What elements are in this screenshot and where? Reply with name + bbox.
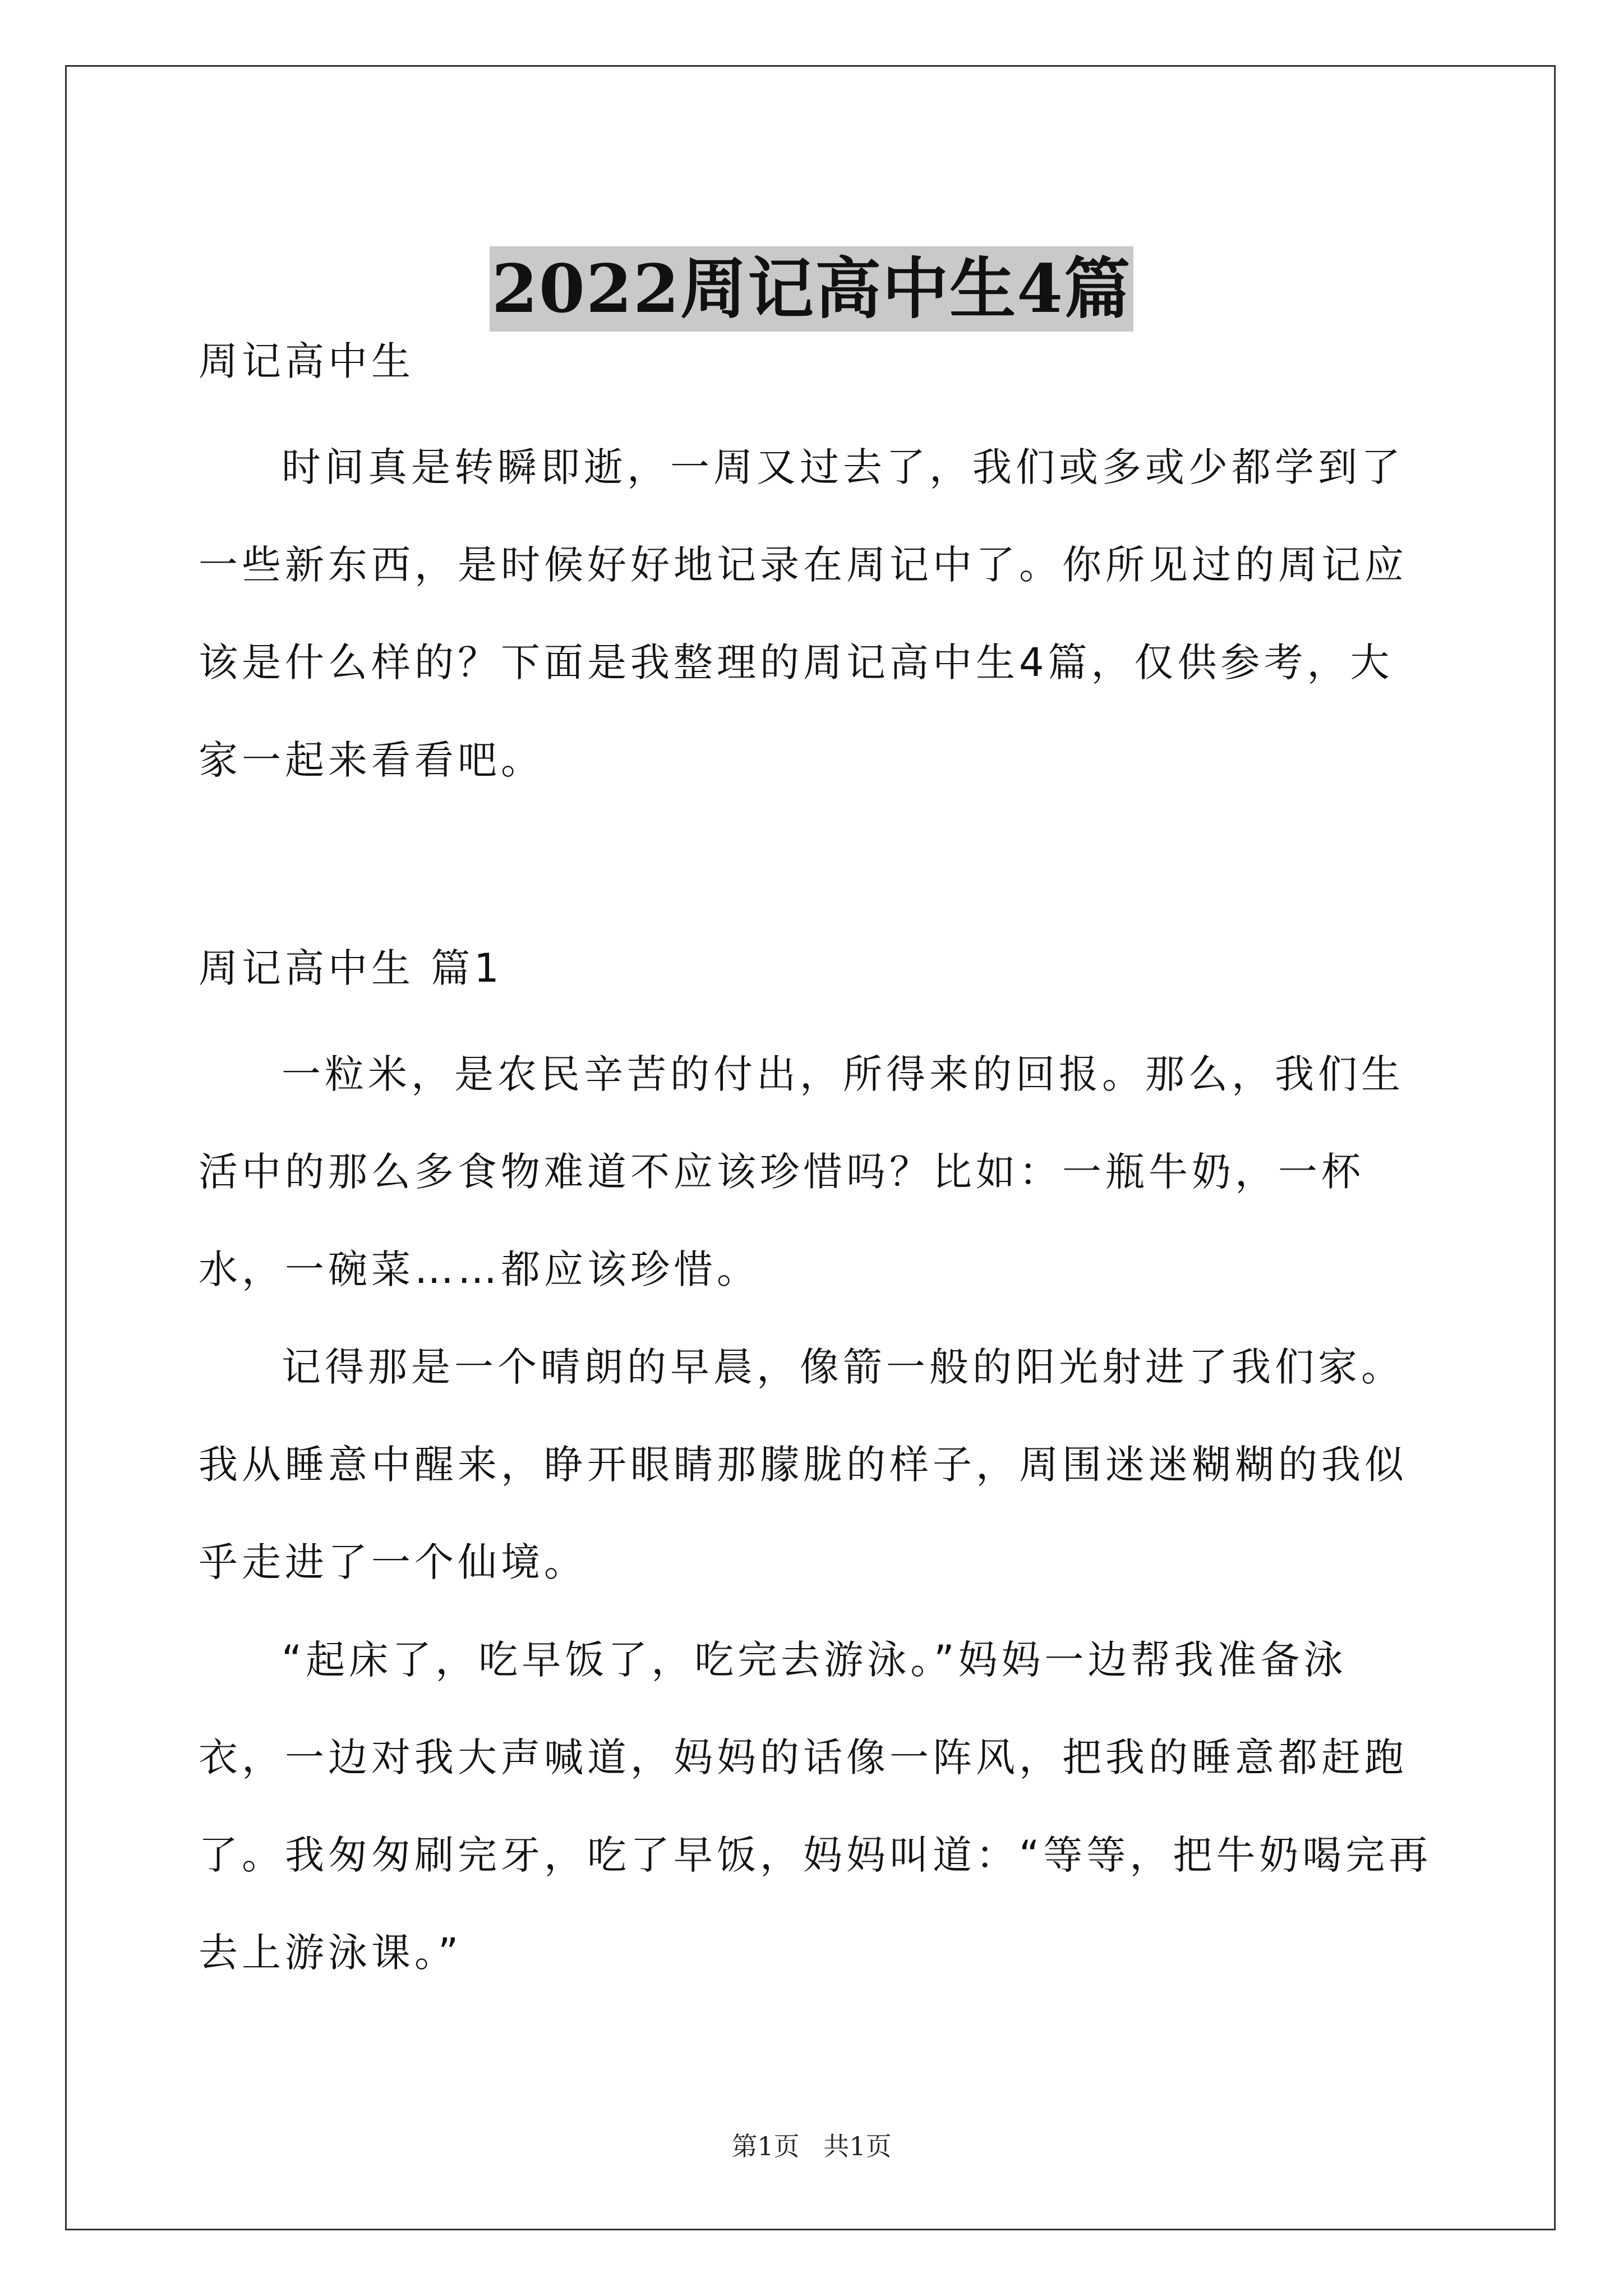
body-paragraph: 记得那是一个晴朗的早晨，像箭一般的阳光射进了我们家。我从睡意中醒来，睁开眼睛那朦胧的样子，周围迷迷糊糊的我似乎走进了一个仙境。: [199, 1344, 1408, 1585]
body-paragraph: “起床了，吃早饭了，吃完去游泳。”妈妈一边帮我准备泳衣，一边对我大声喊道，妈妈的话像一阵风，把我的睡意都赶跑了。我匆匆刷完牙，吃了早饭，妈妈叫道：“等等，把牛奶喝完再去上游泳课。”: [199, 1637, 1432, 1976]
page-number: 第1页: [731, 2131, 800, 2161]
intro-paragraph: 时间真是转瞬即逝，一周又过去了，我们或多或少都学到了一些新东西，是时候好好地记录在周记中了。你所见过的周记应该是什么样的？下面是我整理的周记高中生4篇，仅供参考，大家一起来看看吧。: [199, 444, 1408, 783]
page-footer: [0, 2126, 1623, 2163]
spacer: [199, 1015, 1432, 1025]
intro-heading: 周记高中生: [199, 338, 414, 384]
page-count: 共1页: [823, 2131, 892, 2161]
document-title: 2022周记高中生4篇: [490, 246, 1134, 332]
section-heading: 周记高中生 篇1: [199, 945, 503, 991]
spacer: [199, 408, 1432, 418]
spacer: [199, 809, 1432, 921]
document-body: [199, 314, 1432, 2001]
body-paragraph: 一粒米，是农民辛苦的付出，所得来的回报。那么，我们生活中的那么多食物难道不应该珍惜吗？比如：一瓶牛奶，一杯水，一碗菜……都应该珍惜。: [199, 1051, 1404, 1292]
